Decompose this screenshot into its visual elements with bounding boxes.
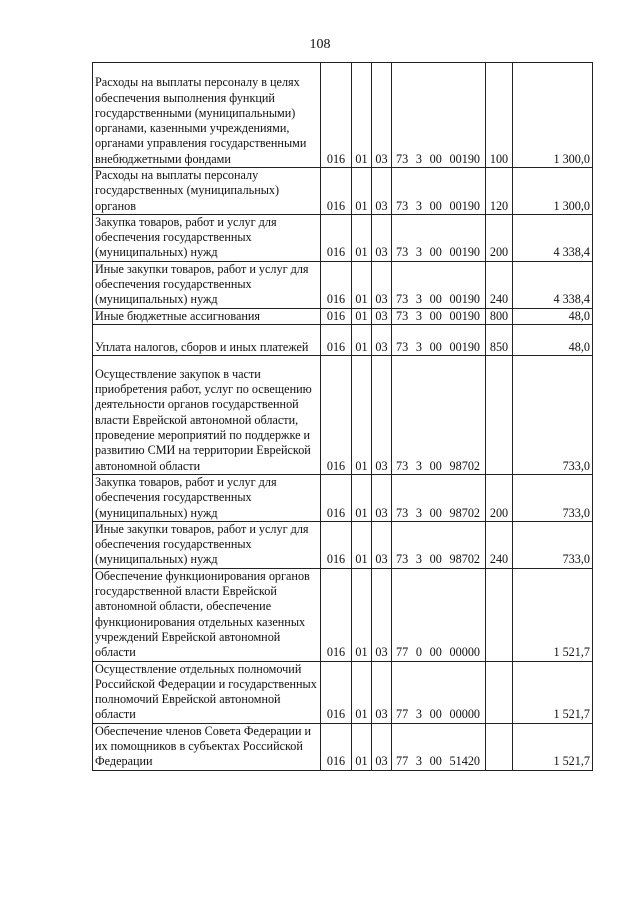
section-code: 01 — [352, 63, 372, 168]
target-article-program: 73 — [396, 339, 409, 354]
target-article-article: 98702 — [449, 458, 480, 473]
table-row — [93, 474, 593, 521]
section-code: 01 — [352, 261, 372, 308]
target-article-subprogram: 3 — [415, 339, 422, 354]
subsection-code: 03 — [372, 661, 392, 723]
ministry-code: 016 — [321, 308, 352, 324]
target-article-code — [392, 661, 486, 723]
amount-value: 733,0 — [513, 474, 593, 521]
target-article-direction: 00 — [429, 552, 442, 567]
section-code: 01 — [352, 355, 372, 474]
target-article-article: 00190 — [449, 308, 480, 323]
row-name: Расходы на выплаты персоналу в целях обеспечения выполнения функций государственными (муниципальными) органами, казенными учреждениями, органами управления государственными внебюджетными фондами — [93, 63, 321, 168]
amount-value: 1 521,7 — [513, 568, 593, 661]
amount-value: 733,0 — [513, 355, 593, 474]
subsection-code: 03 — [372, 474, 392, 521]
target-article-code — [392, 521, 486, 568]
target-article-direction: 00 — [429, 754, 442, 769]
amount-value: 1 300,0 — [513, 63, 593, 168]
expense-type-code: 800 — [486, 308, 513, 324]
target-article-direction: 00 — [429, 198, 442, 213]
subsection-code: 03 — [372, 324, 392, 355]
table-row — [93, 568, 593, 661]
target-article-program: 77 — [396, 645, 409, 660]
target-article-article: 51420 — [449, 754, 480, 769]
section-code: 01 — [352, 324, 372, 355]
table-row — [93, 723, 593, 770]
target-article-program: 73 — [396, 505, 409, 520]
target-article-program: 73 — [396, 458, 409, 473]
expense-type-code: 120 — [486, 168, 513, 215]
target-article-code — [392, 568, 486, 661]
target-article-direction: 00 — [429, 308, 442, 323]
target-article-program: 73 — [396, 292, 409, 307]
section-code: 01 — [352, 308, 372, 324]
subsection-code: 03 — [372, 63, 392, 168]
row-name: Иные закупки товаров, работ и услуг для обеспечения государственных (муниципальных) нужд — [93, 521, 321, 568]
table-row — [93, 63, 593, 168]
table-row — [93, 261, 593, 308]
target-article-direction: 00 — [429, 458, 442, 473]
ministry-code: 016 — [321, 324, 352, 355]
expense-type-code: 850 — [486, 324, 513, 355]
table-row — [93, 308, 593, 324]
row-name: Иные бюджетные ассигнования — [93, 308, 321, 324]
page-number: 108 — [309, 37, 331, 52]
amount-value: 1 521,7 — [513, 661, 593, 723]
ministry-code: 016 — [321, 661, 352, 723]
target-article-article: 00000 — [449, 707, 480, 722]
table-row — [93, 355, 593, 474]
target-article-code — [392, 308, 486, 324]
target-article-code — [392, 723, 486, 770]
target-article-subprogram: 3 — [415, 292, 422, 307]
ministry-code: 016 — [321, 474, 352, 521]
target-article-subprogram: 3 — [415, 754, 422, 769]
subsection-code: 03 — [372, 168, 392, 215]
target-article-subprogram: 3 — [415, 707, 422, 722]
expense-type-code: 200 — [486, 214, 513, 261]
ministry-code: 016 — [321, 63, 352, 168]
table-row — [93, 661, 593, 723]
target-article-code — [392, 214, 486, 261]
target-article-subprogram: 3 — [415, 245, 422, 260]
target-article-subprogram: 3 — [415, 308, 422, 323]
section-code: 01 — [352, 568, 372, 661]
target-article-article: 00190 — [449, 198, 480, 213]
target-article-code — [392, 474, 486, 521]
row-name: Иные закупки товаров, работ и услуг для обеспечения государственных (муниципальных) нужд — [93, 261, 321, 308]
table-row — [93, 324, 593, 355]
subsection-code: 03 — [372, 214, 392, 261]
target-article-program: 73 — [396, 198, 409, 213]
ministry-code: 016 — [321, 214, 352, 261]
ministry-code: 016 — [321, 355, 352, 474]
target-article-direction: 00 — [429, 292, 442, 307]
target-article-direction: 00 — [429, 707, 442, 722]
row-name: Обеспечение функционирования органов государственной власти Еврейской автономной области, обеспечение функционирования отдельных казенных учреждений Еврейской автономной области — [93, 568, 321, 661]
section-code: 01 — [352, 521, 372, 568]
target-article-article: 00190 — [449, 339, 480, 354]
target-article-code — [392, 261, 486, 308]
target-article-code — [392, 324, 486, 355]
subsection-code: 03 — [372, 521, 392, 568]
expense-type-code: 240 — [486, 521, 513, 568]
subsection-code: 03 — [372, 568, 392, 661]
amount-value: 48,0 — [513, 308, 593, 324]
subsection-code: 03 — [372, 261, 392, 308]
target-article-code — [392, 168, 486, 215]
target-article-program: 73 — [396, 552, 409, 567]
target-article-direction: 00 — [429, 645, 442, 660]
ministry-code: 016 — [321, 521, 352, 568]
table-row — [93, 214, 593, 261]
row-name: Закупка товаров, работ и услуг для обеспечения государственных (муниципальных) нужд — [93, 214, 321, 261]
amount-value: 4 338,4 — [513, 261, 593, 308]
expense-type-code — [486, 723, 513, 770]
expense-type-code: 200 — [486, 474, 513, 521]
row-name: Обеспечение членов Совета Федерации и их помощников в субъектах Российской Федерации — [93, 723, 321, 770]
table-row — [93, 521, 593, 568]
target-article-direction: 00 — [429, 339, 442, 354]
target-article-article: 98702 — [449, 552, 480, 567]
expense-type-code — [486, 568, 513, 661]
budget-table — [92, 62, 593, 771]
target-article-subprogram: 3 — [415, 151, 422, 166]
target-article-article: 00190 — [449, 292, 480, 307]
target-article-subprogram: 3 — [415, 458, 422, 473]
target-article-program: 73 — [396, 151, 409, 166]
target-article-article: 00190 — [449, 151, 480, 166]
target-article-article: 00190 — [449, 245, 480, 260]
subsection-code: 03 — [372, 308, 392, 324]
target-article-article: 98702 — [449, 505, 480, 520]
section-code: 01 — [352, 723, 372, 770]
amount-value: 4 338,4 — [513, 214, 593, 261]
row-name: Осуществление отдельных полномочий Российской Федерации и государственных полномочий Еврейской автономной области — [93, 661, 321, 723]
target-article-subprogram: 0 — [415, 645, 422, 660]
target-article-code — [392, 63, 486, 168]
amount-value: 1 300,0 — [513, 168, 593, 215]
section-code: 01 — [352, 661, 372, 723]
target-article-subprogram: 3 — [415, 198, 422, 213]
target-article-program: 77 — [396, 754, 409, 769]
row-name: Уплата налогов, сборов и иных платежей — [93, 324, 321, 355]
section-code: 01 — [352, 214, 372, 261]
section-code: 01 — [352, 168, 372, 215]
expense-type-code: 240 — [486, 261, 513, 308]
target-article-program: 73 — [396, 308, 409, 323]
ministry-code: 016 — [321, 261, 352, 308]
target-article-direction: 00 — [429, 505, 442, 520]
target-article-program: 77 — [396, 707, 409, 722]
target-article-article: 00000 — [449, 645, 480, 660]
row-name: Расходы на выплаты персоналу государственных (муниципальных) органов — [93, 168, 321, 215]
target-article-subprogram: 3 — [415, 505, 422, 520]
ministry-code: 016 — [321, 723, 352, 770]
row-name: Осуществление закупок в части приобретения работ, услуг по освещению деятельности органов государственной власти Еврейской автономной области, проведение мероприятий по поддержке и развитию СМИ на территории Еврейской автономной области — [93, 355, 321, 474]
table-row — [93, 168, 593, 215]
target-article-code — [392, 355, 486, 474]
subsection-code: 03 — [372, 355, 392, 474]
target-article-program: 73 — [396, 245, 409, 260]
target-article-direction: 00 — [429, 151, 442, 166]
subsection-code: 03 — [372, 723, 392, 770]
target-article-direction: 00 — [429, 245, 442, 260]
ministry-code: 016 — [321, 168, 352, 215]
amount-value: 733,0 — [513, 521, 593, 568]
ministry-code: 016 — [321, 568, 352, 661]
expense-type-code — [486, 355, 513, 474]
section-code: 01 — [352, 474, 372, 521]
row-name: Закупка товаров, работ и услуг для обеспечения государственных (муниципальных) нужд — [93, 474, 321, 521]
amount-value: 48,0 — [513, 324, 593, 355]
amount-value: 1 521,7 — [513, 723, 593, 770]
expense-type-code: 100 — [486, 63, 513, 168]
target-article-subprogram: 3 — [415, 552, 422, 567]
expense-type-code — [486, 661, 513, 723]
